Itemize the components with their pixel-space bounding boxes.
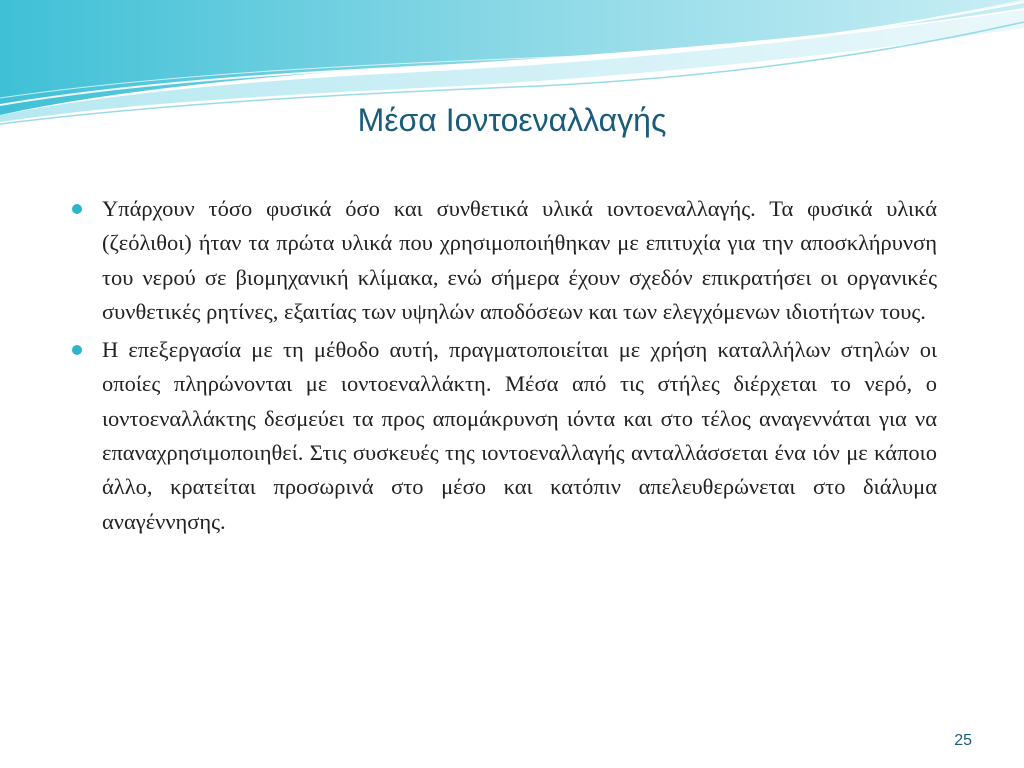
bullet-text: Υπάρχουν τόσο φυσικά όσο και συνθετικά υλικά ιοντοεναλλαγής. Τα φυσικά υλικά (ζεόλιθοι) ήταν τα πρώτα υλικά που χρησιμοποιήθηκαν με επιτυχία για την αποσκλήρυνση του νερού σε βιομηχανική κλίμακα, ενώ σήμερα έχουν σχεδόν επικρατήσει οι οργανικές συνθετικές ρητίνες, εξαιτίας των υψηλών αποδόσεων και των ελεγχόμενων ιδιοτήτων τους. [102, 196, 937, 324]
bullet-list [72, 192, 937, 539]
bullet-dot-icon [72, 345, 82, 355]
bullet-item [72, 333, 937, 539]
page-number: 25 [954, 732, 972, 749]
bullet-item [72, 192, 937, 329]
slide-title: Μέσα Ιοντοεναλλαγής [357, 102, 667, 138]
bullet-text: Η επεξεργασία με τη μέθοδο αυτή, πραγματοποιείται με χρήση καταλλήλων στηλών οι οποίες πληρώνονται με ιοντοεναλλάκτη. Μέσα από τις στήλες διέρχεται το νερό, ο ιοντοεναλλάκτης δεσμεύει τα προς απομάκρυνση ιόντα και στο τέλος αναγεννάται για να επαναχρησιμοποιηθεί. Στις συσκευές της ιοντοεναλλαγής ανταλλάσσεται ένα ιόν με κάποιο άλλο, κρατείται προσωρινά στο μέσο και κατόπιν απελευθερώνεται στο διάλυμα αναγέννησης. [102, 337, 937, 534]
slide-content [72, 192, 937, 543]
bullet-dot-icon [72, 204, 82, 214]
